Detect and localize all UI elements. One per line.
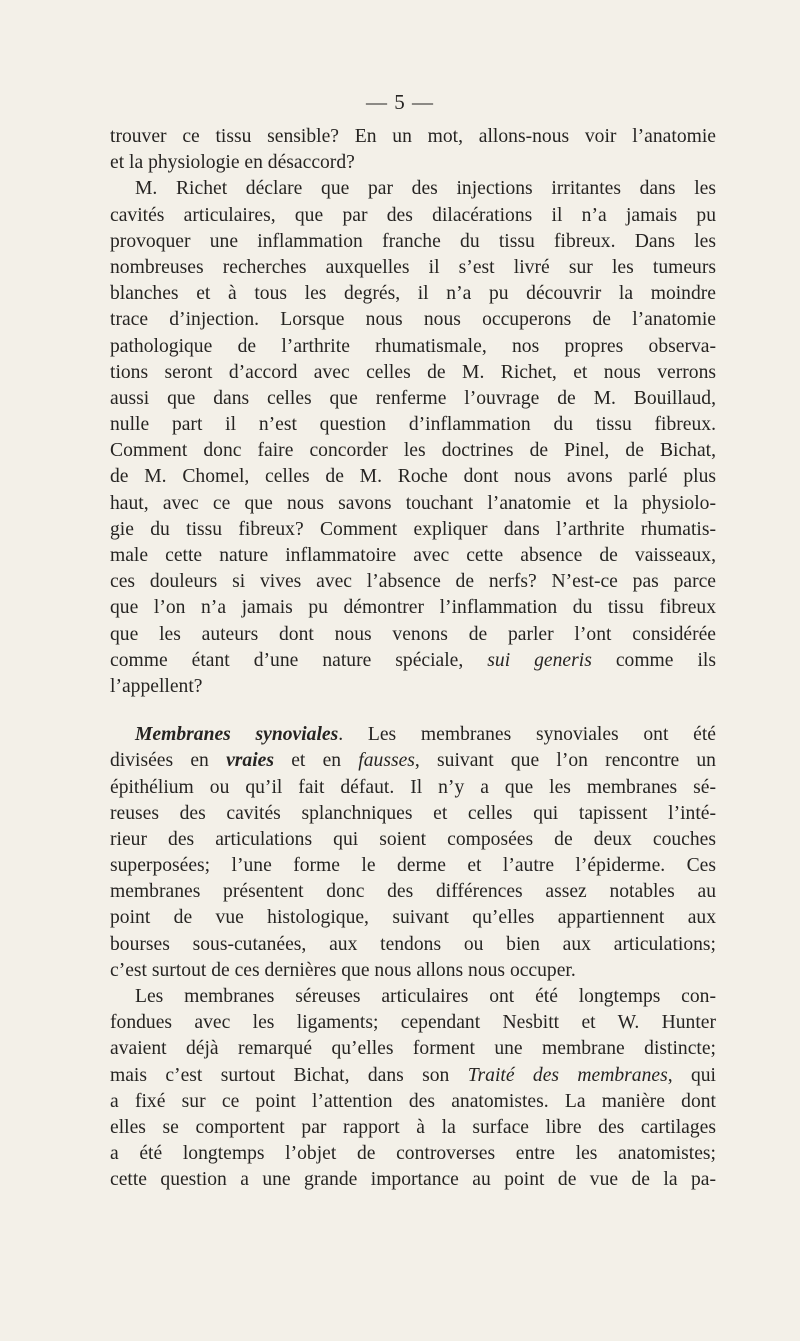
vraies-emphasis: vraies <box>226 750 274 772</box>
text-line: bourses sous-cutanées, aux tendons ou bien aux articulations; <box>110 933 716 955</box>
text-line: trouver ce tissu sensible? En un mot, allons-nous voir l’anatomie <box>110 126 716 147</box>
sui-generis-emphasis: sui generis <box>487 649 592 671</box>
text-line: M. Richet déclare que par des injections irritantes dans les <box>135 178 716 200</box>
text-line: a fixé sur ce point l’attention des anatomistes. La manière dont <box>110 1090 716 1112</box>
text-line: provoquer une inflammation franche du tissu fibreux. Dans les <box>110 230 716 252</box>
text-line: male cette nature inflammatoire avec cette absence de vaisseaux, <box>110 545 716 566</box>
text-line: l’appellent? <box>110 675 203 697</box>
text-line: reuses des cavités splanchniques et celles qui tapissent l’inté- <box>110 802 716 824</box>
text-line: nombreuses recherches auxquelles il s’est livré sur les tumeurs <box>110 256 716 278</box>
section-heading: Membranes synoviales <box>135 724 339 746</box>
text-line: haut, avec ce que nous savons touchant l’anatomie et la physiolo- <box>110 492 716 514</box>
fausses-emphasis: fausses <box>358 750 415 772</box>
text-line: trace d’injection. Lorsque nous nous occuperons de l’anatomie <box>110 309 716 331</box>
text-line: divisées en vraies et en fausses, suivant que l’on rencontre un <box>110 750 716 772</box>
text-line: et la physiologie en désaccord? <box>110 152 355 174</box>
text-line: cavités articulaires, que par des dilacérations il n’a jamais pu <box>110 204 716 226</box>
text-line: comme étant d’une nature spéciale, sui generis comme ils <box>110 649 716 671</box>
text-line: aussi que dans celles que renferme l’ouvrage de M. Bouillaud, <box>110 387 716 409</box>
text-line: que les auteurs dont nous venons de parler l’ont considérée <box>110 623 716 645</box>
page-number: — 5 — <box>366 90 434 114</box>
text-line: de M. Chomel, celles de M. Roche dont nous avons parlé plus <box>110 466 716 488</box>
text-line: cette question a une grande importance au point de vue de la pa- <box>110 1169 716 1191</box>
body-text <box>110 124 716 1194</box>
text-line: elles se comportent par rapport à la surface libre des cartilages <box>110 1116 716 1138</box>
text-line: mais c’est surtout Bichat, dans son Traité des membranes, qui <box>110 1064 716 1086</box>
text-line: a été longtemps l’objet de controverses entre les anatomistes; <box>110 1143 716 1165</box>
text-line: blanches et à tous les degrés, il n’a pu découvrir la moindre <box>110 283 716 305</box>
text-line: Membranes synoviales. Les membranes synoviales ont été <box>135 724 716 746</box>
text-line: nulle part il n’est question d’inflammation du tissu fibreux. <box>110 414 716 436</box>
text-line: Comment donc faire concorder les doctrines de Pinel, de Bichat, <box>110 440 716 462</box>
text-line: c’est surtout de ces dernières que nous allons nous occuper. <box>110 959 576 981</box>
text-line: tions seront d’accord avec celles de M. Richet, et nous verrons <box>110 361 716 383</box>
book-title-emphasis: Traité des membranes <box>467 1064 668 1086</box>
text-line: ces douleurs si vives avec l’absence de nerfs? N’est-ce pas parce <box>110 571 716 593</box>
text-line: rieur des articulations qui soient composées de deux couches <box>110 828 716 850</box>
text-line: point de vue histologique, suivant qu’elles appartiennent aux <box>110 907 716 929</box>
text-line: superposées; l’une forme le derme et l’autre l’épiderme. Ces <box>110 855 716 877</box>
text-line: pathologique de l’arthrite rhumatismale, nos propres observa- <box>110 335 716 357</box>
text-line: Les membranes séreuses articulaires ont été longtemps con- <box>135 986 716 1007</box>
text-line: membranes présentent donc des différences assez notables au <box>110 881 716 903</box>
text-line: épithélium ou qu’il fait défaut. Il n’y a que les membranes sé- <box>110 776 716 798</box>
text-line: que l’on n’a jamais pu démontrer l’inflammation du tissu fibreux <box>110 597 716 619</box>
text-line: avaient déjà remarqué qu’elles forment une membrane distincte; <box>110 1038 716 1060</box>
text-line: fondues avec les ligaments; cependant Nesbitt et W. Hunter <box>110 1012 716 1034</box>
text-line: gie du tissu fibreux? Comment expliquer dans l’arthrite rhumatis- <box>110 518 716 540</box>
